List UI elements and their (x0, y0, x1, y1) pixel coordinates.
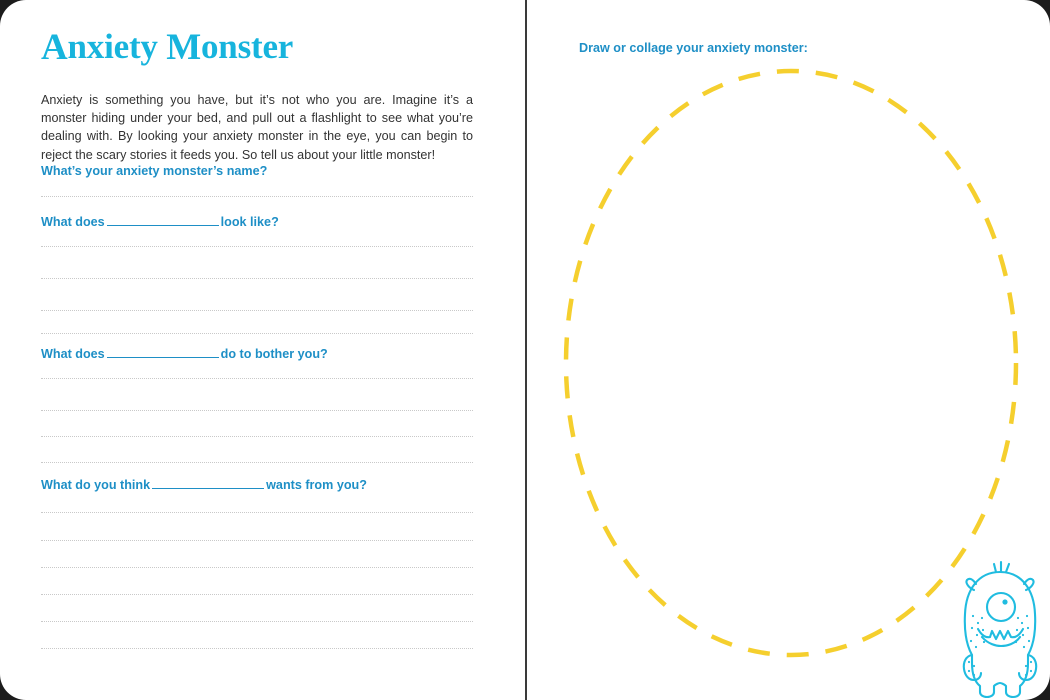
draw-prompt-label: Draw or collage your anxiety monster: (579, 41, 808, 55)
writing-line[interactable] (41, 462, 473, 463)
question-text-before: What do you think (41, 478, 151, 492)
question-text-after: do to bother you? (220, 347, 328, 361)
anxiety-monster-icon (952, 558, 1048, 700)
writing-line[interactable] (41, 648, 473, 649)
writing-line[interactable] (41, 246, 473, 247)
right-page-content (527, 0, 1050, 700)
writing-line[interactable] (41, 333, 473, 334)
question-text-before: What’s your anxiety monster’s name? (41, 164, 268, 178)
writing-line[interactable] (41, 378, 473, 379)
page-title-text-2: onster (201, 27, 294, 66)
writing-line[interactable] (41, 540, 473, 541)
writing-line[interactable] (41, 310, 473, 311)
question-monster-look (41, 214, 279, 229)
question-text-after: wants from you? (266, 478, 367, 492)
question-text-before: What does (41, 347, 105, 361)
writing-line[interactable] (41, 196, 473, 197)
question-monster-bother (41, 346, 328, 361)
right-page (527, 0, 1050, 700)
answer-blank[interactable] (107, 214, 219, 226)
question-text-after: look like? (220, 215, 279, 229)
writing-line[interactable] (41, 436, 473, 437)
page-title-text-1: nxiety (67, 27, 167, 66)
writing-line[interactable] (41, 594, 473, 595)
question-monster-name (41, 164, 267, 178)
writing-line[interactable] (41, 278, 473, 279)
question-text-before: What does (41, 215, 105, 229)
writing-line[interactable] (41, 567, 473, 568)
left-page-content (41, 0, 473, 700)
writing-line[interactable] (41, 410, 473, 411)
answer-blank[interactable] (152, 477, 264, 489)
intro-paragraph: Anxiety is something you have, but it’s not who you are. Imagine it’s a monster hiding under your bed, and pull out a flashlight to see what you’re dealing with. By looking your anxiety monster in the eye, you can begin to reject the scary stories it feeds you. So tell us about your little monster! (41, 92, 473, 162)
page-title-swash-a: A (41, 27, 68, 68)
writing-line[interactable] (41, 512, 473, 513)
page-title-swash-m: M (166, 27, 201, 68)
writing-line[interactable] (41, 621, 473, 622)
answer-blank[interactable] (107, 346, 219, 358)
dashed-oval-outline (566, 71, 1016, 655)
question-monster-wants (41, 477, 367, 492)
page-title (41, 27, 293, 67)
drawing-area-oval[interactable] (563, 66, 1019, 660)
